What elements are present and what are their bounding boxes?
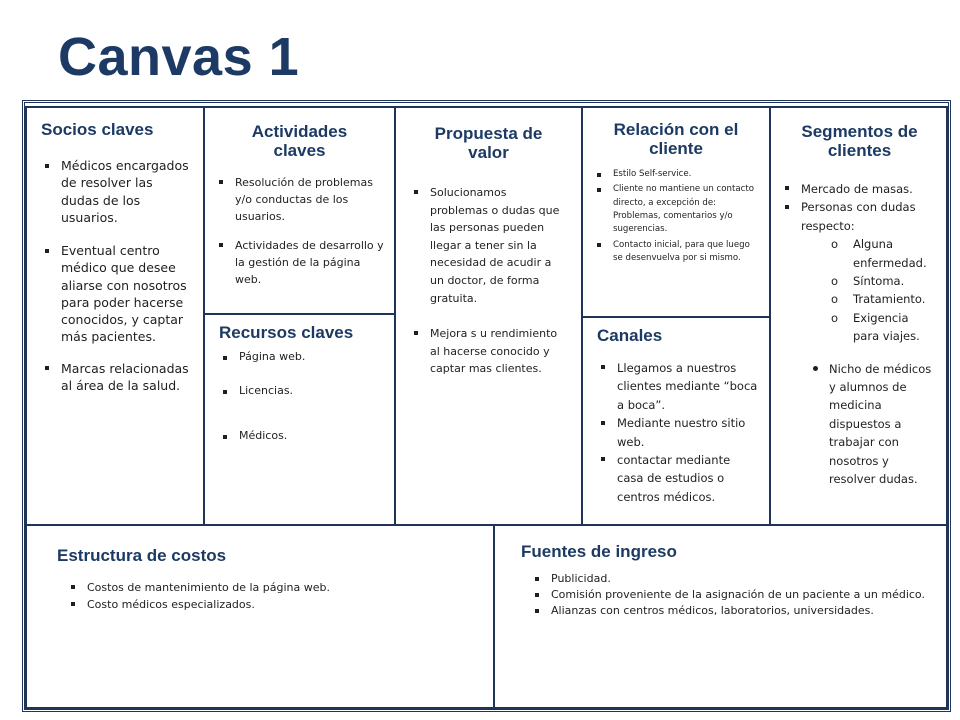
canales-title: Canales	[597, 326, 663, 345]
estructura-costos-list	[67, 579, 481, 613]
recursos-claves-section	[203, 313, 396, 526]
list-item: Costos de mantenimiento de la página web.	[67, 579, 481, 596]
socios-claves-list	[41, 157, 193, 394]
actividades-claves-list	[215, 174, 384, 288]
fuentes-ingreso-title: Fuentes de ingreso	[521, 542, 677, 561]
list-item: Cliente no mantiene un contacto directo, a excepción de: Problemas, comentarios y/o sugerencias.	[593, 183, 759, 236]
sub-list-item: o Alguna enfermedad.	[827, 235, 938, 272]
segmentos-clientes-title: Segmentos de clientes	[801, 122, 918, 161]
relacion-cliente-section	[581, 106, 771, 318]
propuesta-valor-title: Propuesta de valor	[434, 124, 543, 163]
canales-section	[581, 316, 771, 526]
fuentes-ingreso-section	[493, 524, 948, 709]
relacion-cliente-list	[593, 168, 759, 265]
list-item: Publicidad.	[531, 571, 934, 587]
sub-list-item: o Síntoma.	[827, 272, 938, 290]
list-item: Médicos.	[219, 429, 384, 443]
propuesta-valor-list	[410, 184, 567, 378]
recursos-claves-title: Recursos claves	[219, 323, 354, 342]
segmentos-clientes-list	[781, 180, 938, 235]
sub-list-item: o Tratamiento.	[827, 290, 938, 308]
list-item: Solucionamos problemas o dudas que las personas pueden llegar a tener sin la necesidad de acudir a un doctor, de forma gratuita.	[410, 184, 567, 307]
list-item: Mejora s u rendimiento al hacerse conocido y captar mas clientes.	[410, 325, 567, 378]
slide-title: Canvas 1	[58, 27, 300, 87]
list-item: Contacto inicial, para que luego se desenvuelva por si mismo.	[593, 239, 759, 266]
list-item: Llegamos a nuestros clientes mediante “boca a boca”.	[597, 359, 759, 414]
list-item: Marcas relacionadas al área de la salud.	[41, 360, 193, 395]
list-item: Nicho de médicos y alumnos de medicina dispuestos a trabajar con nosotros y resolver dudas.	[809, 360, 938, 489]
recursos-claves-list	[219, 350, 384, 443]
segmentos-nicho-list	[809, 360, 938, 489]
list-item: Eventual centro médico que desee aliarse con nosotros para poder hacerse conocidos, y captar más pacientes.	[41, 242, 193, 346]
estructura-costos-title: Estructura de costos	[57, 546, 227, 565]
list-item: Alianzas con centros médicos, laboratorios, universidades.	[531, 603, 934, 619]
socios-claves-section	[25, 106, 205, 526]
segmentos-sub-list	[827, 235, 938, 345]
actividades-claves-title: Actividades claves	[251, 122, 348, 161]
socios-claves-title: Socios claves	[41, 120, 154, 139]
sub-list-item: o Exigencia para viajes.	[827, 309, 938, 346]
list-item: contactar mediante casa de estudios o centros médicos.	[597, 451, 759, 506]
list-item: Comisión proveniente de la asignación de un paciente a un médico.	[531, 587, 934, 603]
propuesta-valor-section	[394, 106, 583, 526]
list-item: Actividades de desarrollo y la gestión de la página web.	[215, 237, 384, 288]
relacion-cliente-title: Relación con el cliente	[613, 120, 739, 159]
list-item: Mediante nuestro sitio web.	[597, 414, 759, 451]
actividades-claves-section	[203, 106, 396, 315]
list-item: Personas con dudas respecto:	[781, 198, 938, 235]
list-item: Resolución de problemas y/o conductas de los usuarios.	[215, 174, 384, 225]
canales-list	[597, 359, 759, 506]
segmentos-clientes-section	[769, 106, 948, 526]
list-item: Costo médicos especializados.	[67, 596, 481, 613]
business-model-canvas	[22, 100, 951, 712]
list-item: Médicos encargados de resolver las dudas de los usuarios.	[41, 157, 193, 226]
list-item: Licencias.	[219, 384, 384, 398]
list-item: Estilo Self-service.	[593, 168, 759, 181]
fuentes-ingreso-list	[531, 571, 934, 619]
list-item: Página web.	[219, 350, 384, 364]
list-item: Mercado de masas.	[781, 180, 938, 198]
estructura-costos-section	[25, 524, 495, 709]
